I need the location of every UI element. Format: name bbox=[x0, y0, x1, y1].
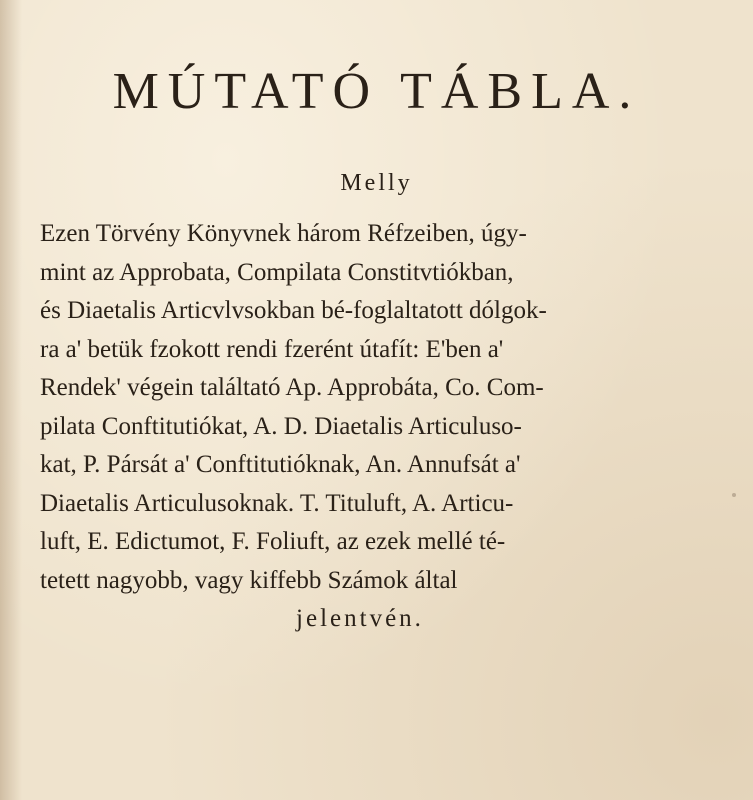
text-line-5-content: Rendek' végein találtató Ap. Approbáta, Co. Com- bbox=[40, 374, 544, 401]
text-line-4-content: ra a' betük fzokott rendi fzerént útafít: E'ben a' bbox=[40, 335, 504, 363]
text-line-2-content: mint az Approbata, Compilata Constitvtiókban, bbox=[40, 258, 514, 286]
text-line-9-content: luft, E. Edictumot, F. Foliuft, az ezek mellé té- bbox=[40, 528, 506, 555]
text-line-11-content: jelentvén. bbox=[296, 605, 424, 632]
page-title: MÚTATÓ TÁBLA. bbox=[112, 63, 641, 120]
text-line-7-content: kat, P. Pársát a' Conftitutióknak, An. Annufsát a' bbox=[40, 451, 521, 478]
text-line-8 bbox=[40, 485, 680, 524]
text-line-11 bbox=[40, 600, 680, 639]
text-line-10 bbox=[40, 562, 680, 601]
text-line-3 bbox=[40, 292, 680, 331]
text-line-9 bbox=[40, 523, 680, 562]
text-line-6 bbox=[40, 408, 680, 447]
text-line-5 bbox=[40, 369, 680, 408]
text-line-10-content: tetett nagyobb, vagy kiffebb Számok által bbox=[40, 566, 458, 594]
text-line-4 bbox=[40, 331, 680, 370]
body-paragraph bbox=[40, 215, 680, 639]
text-line-3-content: és Diaetalis Articvlvsokban bé-foglaltatott dólgok- bbox=[40, 297, 547, 324]
text-line-2 bbox=[40, 254, 680, 293]
subtitle-melly: Melly bbox=[340, 170, 413, 196]
text-line-8-content: Diaetalis Articulusoknak. T. Tituluft, A. Articu- bbox=[40, 489, 514, 517]
text-line-6-content: pilata Conftitutiókat, A. D. Diaetalis Articuluso- bbox=[40, 412, 522, 440]
paper-speck bbox=[732, 493, 736, 497]
text-line-1-content: Ezen Törvény Könyvnek három Réfzeiben, úgy- bbox=[40, 220, 527, 247]
text-line-7 bbox=[40, 446, 680, 485]
text-line-1 bbox=[40, 215, 680, 254]
